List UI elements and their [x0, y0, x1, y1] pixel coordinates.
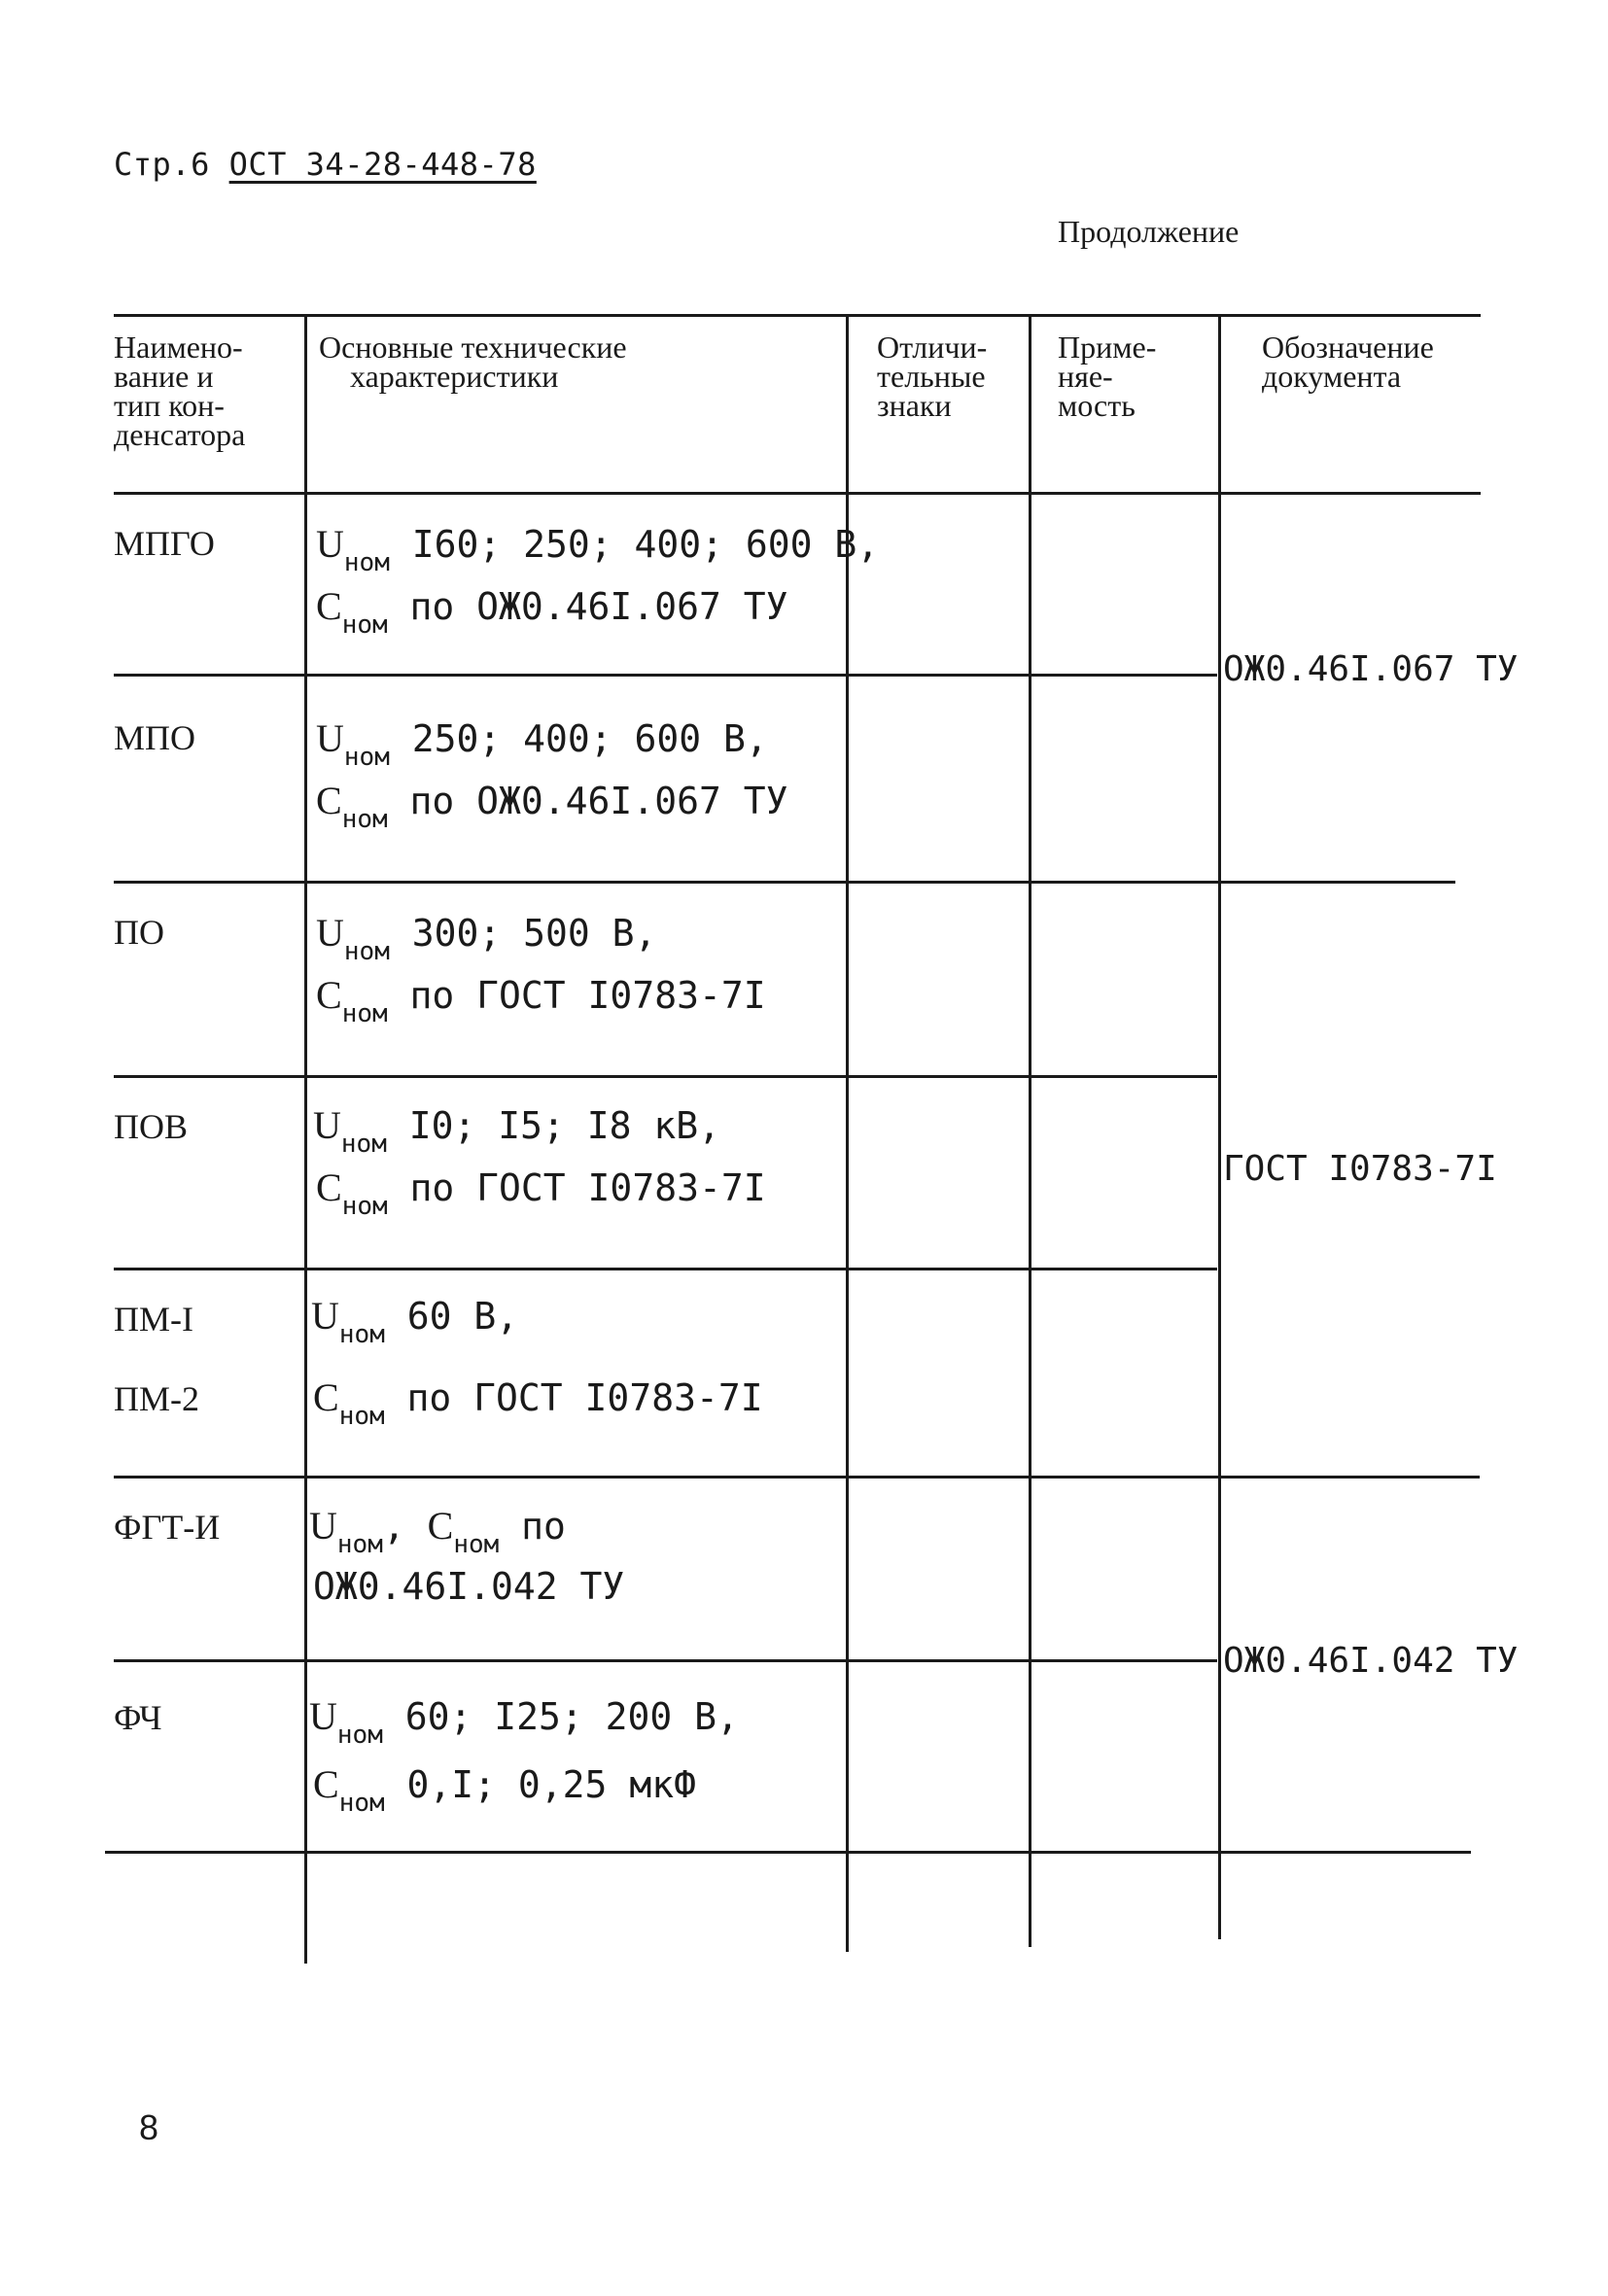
capacitor-name: МПГО — [114, 524, 215, 563]
column-divider — [1029, 314, 1031, 1947]
row-separator — [114, 674, 1217, 677]
page-number: 8 — [139, 2107, 159, 2147]
spec-capacitance: $C_{ном}$ по ОЖ0.46I.067 ТУ — [316, 779, 788, 834]
column-divider — [1218, 314, 1221, 1939]
row-separator — [114, 1075, 1217, 1078]
table-top-border — [114, 314, 1481, 317]
column-header-name: Наимено- вание и тип кон- денсатора — [114, 330, 246, 452]
row-separator — [114, 881, 1455, 884]
header-separator — [114, 492, 1481, 495]
page-header — [114, 146, 537, 183]
capacitor-name: ФЧ — [114, 1698, 162, 1737]
document-designation: ГОСТ I0783-7I — [1223, 1149, 1497, 1189]
document-designation: ОЖ0.46I.067 ТУ — [1223, 649, 1519, 689]
capacitor-name: МПО — [114, 718, 196, 757]
column-header-document: Обозначение документа — [1262, 330, 1434, 394]
column-header-specs: Основные технические характеристики — [319, 330, 627, 394]
capacitor-name: ПОВ — [114, 1107, 189, 1146]
row-separator — [114, 1268, 1217, 1270]
spec-capacitance: $C_{ном}$ по ГОСТ I0783-7I — [316, 1165, 766, 1221]
spec-voltage: $U_{ном}$ 60 В, — [311, 1294, 519, 1349]
spec-voltage: $U_{ном}$ 300; 500 В, — [316, 911, 657, 966]
capacitor-name: ФГТ-И — [114, 1508, 221, 1547]
spec-voltage-capacitance: $U_{ном}$, $C_{ном}$ по — [309, 1504, 566, 1559]
table-bottom-border — [105, 1851, 1471, 1854]
column-divider — [304, 314, 307, 1964]
spec-capacitance: $C_{ном}$ по ОЖ0.46I.067 ТУ — [316, 584, 788, 640]
row-separator — [114, 1476, 1480, 1478]
spec-voltage: $U_{ном}$ 250; 400; 600 В, — [316, 716, 768, 772]
spec-voltage: $U_{ном}$ I60; 250; 400; 600 В, — [316, 522, 880, 577]
column-header-applicability: Приме- няе- мость — [1058, 330, 1157, 423]
page-prefix: Стр.6 — [114, 146, 210, 183]
column-header-marks: Отличи- тельные знаки — [877, 330, 988, 423]
continuation-label: Продолжение — [1058, 214, 1240, 249]
spec-capacitance: $C_{ном}$ 0,I; 0,25 мкФ — [313, 1762, 696, 1818]
row-separator — [114, 1659, 1217, 1662]
spec-capacitance: $C_{ном}$ по ГОСТ I0783-7I — [313, 1375, 763, 1431]
spec-document-ref: ОЖ0.46I.042 ТУ — [313, 1565, 625, 1608]
capacitor-name: ПМ-I — [114, 1300, 193, 1339]
spec-voltage: $U_{ном}$ I0; I5; I8 кВ, — [313, 1103, 721, 1159]
capacitor-name: ПМ-2 — [114, 1379, 199, 1418]
document-designation: ОЖ0.46I.042 ТУ — [1223, 1641, 1519, 1681]
capacitor-name: ПО — [114, 913, 164, 952]
standard-number: ОСТ 34-28-448-78 — [228, 146, 537, 183]
spec-voltage: $U_{ном}$ 60; I25; 200 В, — [309, 1694, 739, 1750]
spec-capacitance: $C_{ном}$ по ГОСТ I0783-7I — [316, 973, 766, 1028]
